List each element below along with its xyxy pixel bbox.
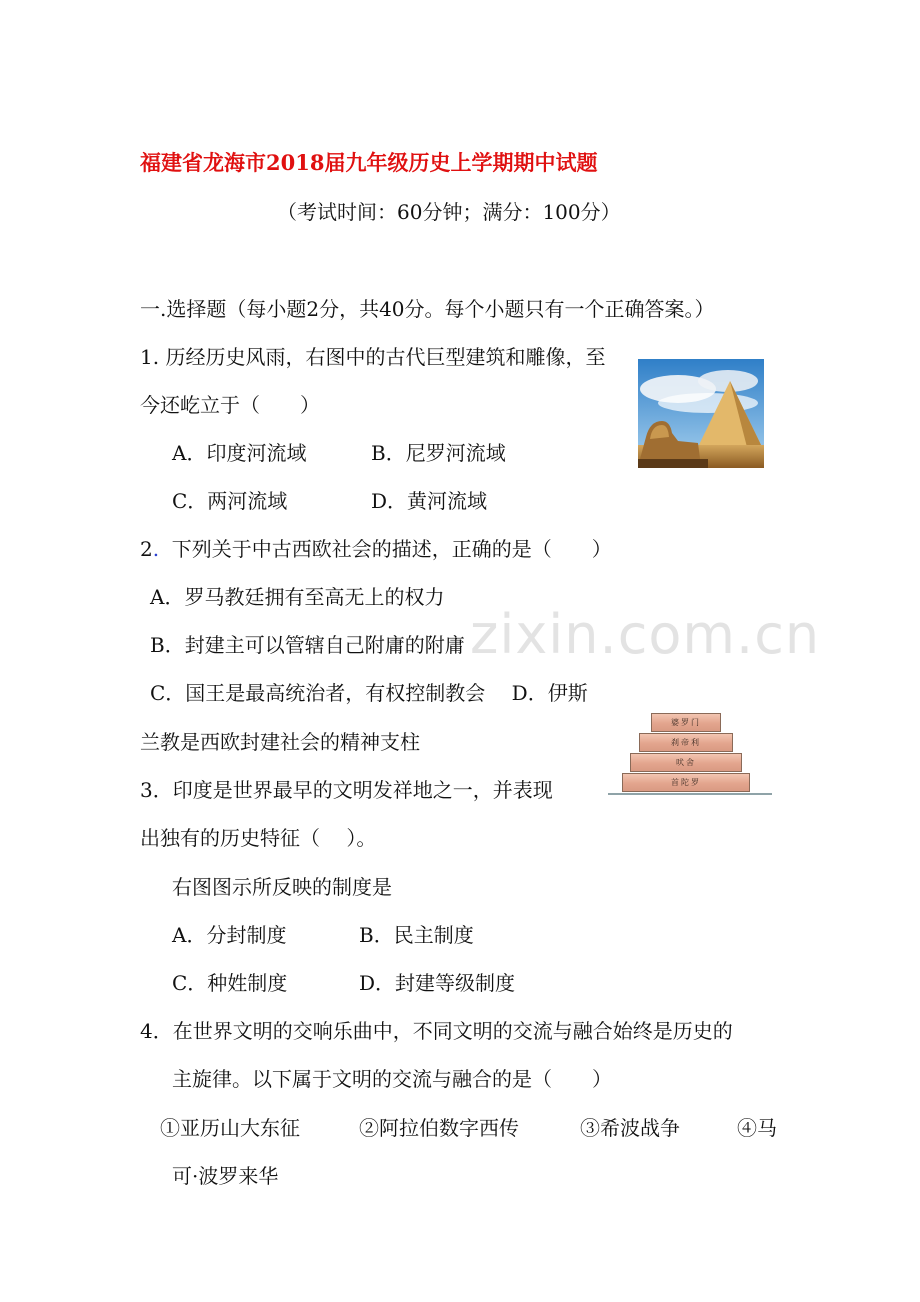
question-4-stem-line1: 4．在世界文明的交响乐曲中，不同文明的交流与融合始终是历史的: [140, 1019, 733, 1043]
sphinx-pyramid-image: [638, 359, 764, 468]
question-1-stem-line2: 今还屹立于（ ）: [140, 393, 320, 417]
caste-layer-shudra: 首陀罗: [622, 773, 750, 792]
watermark: zixin.com.cn: [470, 603, 821, 666]
question-4-item-4-cont: 可·波罗来华: [172, 1164, 279, 1188]
question-4-item-3: ③希波战争: [580, 1116, 680, 1140]
question-2-text: 下列关于中古西欧社会的描述，正确的是（ ）: [159, 537, 612, 561]
question-2-option-c-d: C．国王是最高统治者，有权控制教会 D．伊斯: [150, 681, 588, 705]
caste-pyramid-image: [608, 712, 772, 796]
question-4-item-4: ④马: [737, 1116, 777, 1140]
page-title: 福建省龙海市2018届九年级历史上学期期中试题: [140, 150, 598, 175]
question-1-option-b: B．尼罗河流域: [371, 441, 506, 465]
question-2-dot: .: [152, 537, 160, 561]
question-4-stem-line2: 主旋律。以下属于文明的交流与融合的是（ ）: [172, 1067, 612, 1091]
ground-line: [608, 793, 772, 795]
question-4-item-2: ②阿拉伯数字西传: [359, 1116, 519, 1140]
question-3-option-c: C．种姓制度: [172, 971, 288, 995]
question-3-option-d: D．封建等级制度: [359, 971, 516, 995]
question-1-stem-line1: 1. 历经历史风雨，右图中的古代巨型建筑和雕像，至: [140, 345, 606, 369]
question-4-item-1: ①亚历山大东征: [160, 1116, 300, 1140]
question-1-option-d: D．黄河流域: [371, 489, 488, 513]
question-2-number: 2: [140, 537, 153, 561]
question-2-option-b: B．封建主可以管辖自己附庸的附庸: [150, 633, 465, 657]
question-3-stem-line1: 3．印度是世界最早的文明发祥地之一，并表现: [140, 778, 553, 802]
exam-info: （考试时间：60分钟；满分：100分）: [277, 200, 621, 224]
question-2-option-d-cont: 兰教是西欧封建社会的精神支柱: [140, 730, 420, 754]
question-2-stem: [140, 533, 612, 562]
question-3-stem-line2: 出独有的历史特征（ ）。: [140, 826, 377, 850]
question-3-stem-line3: 右图图示所反映的制度是: [172, 875, 392, 899]
question-3-option-a: A．分封制度: [172, 923, 287, 947]
question-3-option-b: B．民主制度: [359, 923, 474, 947]
question-1-option-c: C．两河流域: [172, 489, 288, 513]
caste-layer-kshatriya: 刹帝利: [639, 733, 733, 752]
caste-layer-brahmin: 婆罗门: [651, 713, 721, 732]
section-heading: 一.选择题（每小题2分，共40分。每个小题只有一个正确答案。）: [140, 297, 715, 321]
question-1-option-a: A．印度河流域: [172, 441, 307, 465]
question-2-option-a: A．罗马教廷拥有至高无上的权力: [150, 585, 445, 609]
caste-layer-vaishya: 吠舍: [630, 753, 742, 772]
